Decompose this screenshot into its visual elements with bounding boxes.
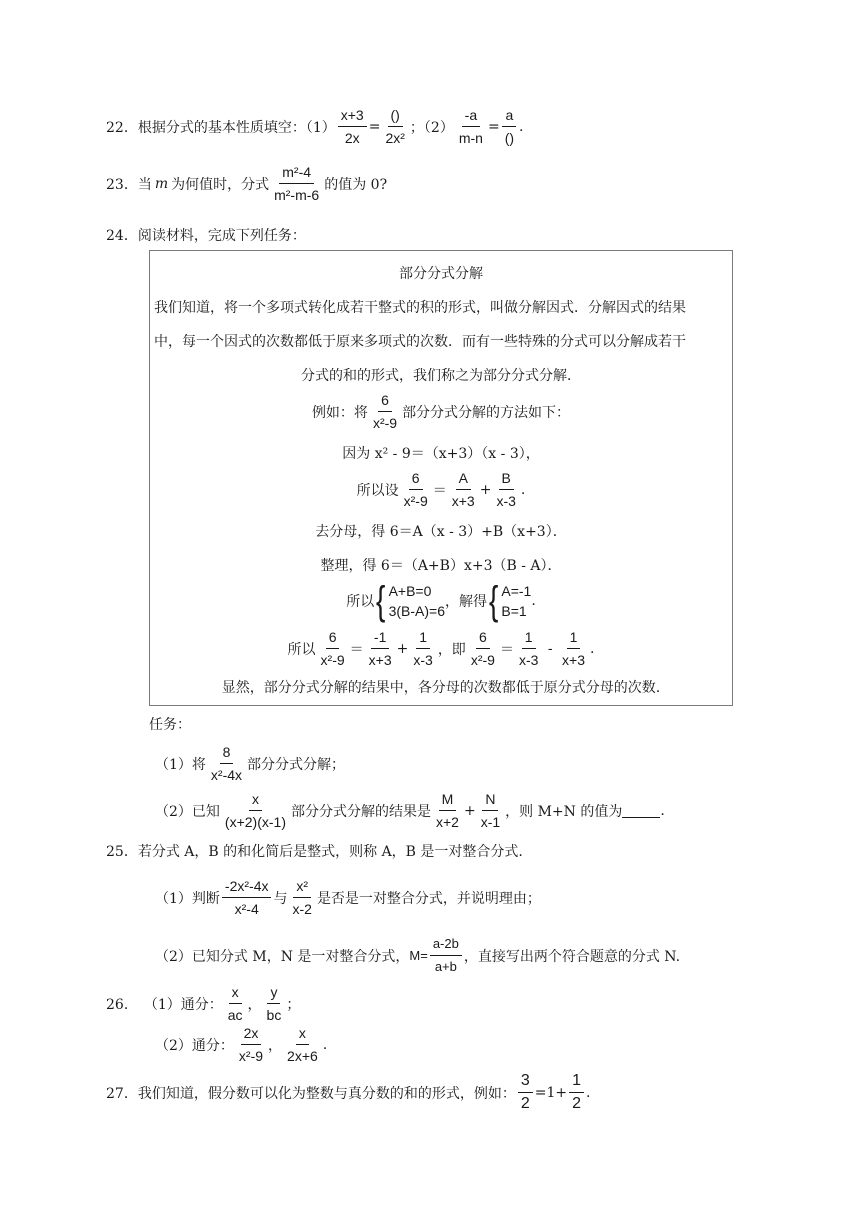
fraction: $\frac{6}{\text{x²-9}}$	[320, 629, 345, 668]
fraction: $\frac{6}{\text{x²-9}}$	[470, 629, 495, 668]
fraction: $\frac{\text{m²-4}}{\text{m²-m-6}}$	[274, 164, 320, 203]
question-26-part-1: 26． （1）通分： $\frac{x}{ac}$ ， $\frac{y}{bc}$ ；	[106, 984, 301, 1023]
fraction: $\frac{\text{-2x²-4x}}{\text{x²-4}}$	[222, 877, 272, 918]
fraction: $\frac{M}{x+2}$	[435, 791, 459, 830]
fraction: $\frac{B}{x-3}$	[496, 470, 516, 509]
fraction: $\frac{x+3}{2x}$	[338, 106, 367, 147]
question-text: 阅读材料，完成下列任务：	[137, 228, 306, 244]
task-2: （2）已知 $\frac{x}{(x+2)(x-1)}$ 部分分式分解的结果是 $\frac{M}{x+2}$ + $\frac{N}{x-1}$ ，则 M+N 的值为 .	[155, 791, 665, 830]
fraction: $\frac{x}{2x+6}$	[287, 1025, 318, 1064]
task-1: （1）将 $\frac{8}{\text{x²-4x}}$ 部分分式分解；	[155, 744, 346, 783]
question-26-part-2: （2）通分： $\frac{2x}{\text{x²-9}}$ ， $\frac{x}{2x+6}$ .	[155, 1025, 328, 1064]
box-paragraph-line-2: 中，每一个因式的次数都低于原来多项式的次数．而有一些特殊的分式可以分解成若干	[154, 334, 686, 350]
brace-icon: {	[489, 579, 499, 623]
question-number: 27．	[106, 1085, 138, 1102]
equation-system: { A=-1 B=1	[489, 579, 532, 623]
fraction: $\frac{-a}{m-n}$	[458, 107, 483, 146]
fraction: $\frac{8}{\text{x²-4x}}$	[210, 744, 243, 783]
fraction: $\frac{3}{2}$	[518, 1072, 533, 1113]
question-23	[106, 163, 387, 204]
question-number: 23．	[106, 176, 138, 193]
fraction: $\frac{a}{()}$	[502, 106, 517, 147]
equation-system: { A+B=0 3(B-A)=6	[376, 579, 445, 623]
fraction: $\frac{y}{bc}$	[266, 984, 282, 1023]
fraction: $\frac{x}{ac}$	[227, 984, 243, 1023]
box-paragraph-line-3: 分式的和的形式，我们称之为部分分式分解．	[301, 368, 581, 384]
example-line: 例如：将 $\frac{6}{\text{x²-9}}$ 部分分式分解的方法如下：	[311, 392, 571, 431]
question-25	[106, 841, 523, 861]
fraction: $\frac{2x}{\text{x²-9}}$	[238, 1025, 264, 1064]
reading-material-box	[149, 250, 733, 706]
fraction: $\frac{N}{x-1}$	[480, 791, 501, 830]
equals-sign: =	[487, 118, 500, 135]
system-line: 所以 { A+B=0 3(B-A)=6 ，解得 { A=-1 B=1 .	[346, 579, 536, 623]
clear-denominator-line: 去分母，得 6＝A（x - 3）+B（x+3）．	[315, 524, 567, 540]
box-title: 部分分式分解	[399, 266, 483, 282]
fraction: $\frac{-1}{x+3}$	[368, 629, 392, 668]
fraction: $\frac{6}{\text{x²-9}}$	[403, 470, 428, 509]
question-number: 24．	[106, 228, 138, 244]
question-text: 的值为 0?	[324, 176, 388, 193]
fraction: $\frac{A}{x+3}$	[451, 470, 475, 509]
fraction: $\frac{6}{\text{x²-9}}$	[372, 392, 398, 431]
result-line: 所以 $\frac{6}{\text{x²-9}}$ ＝ $\frac{-1}{x+3}$ + $\frac{1}{x-3}$ ，即 $\frac{6}{\text{x²-9}}$ ＝ $\frac{1}{x-3}$ - $\frac{1}{x+3}$ .	[287, 629, 595, 668]
box-paragraph-line-1: 我们知道，将一个多项式转化成若干整式的积的形式，叫做分解因式．分解因式的结果	[154, 300, 686, 316]
task-label: 任务：	[149, 717, 191, 733]
fraction: $\frac{x}{(x+2)(x-1)}$	[224, 791, 286, 830]
because-line: 因为 x² - 9＝（x+3）（x - 3），	[342, 446, 540, 462]
question-text: 根据分式的基本性质填空：（1）	[137, 119, 336, 136]
arrange-line: 整理，得 6＝（A+B）x+3（B - A）．	[320, 558, 562, 574]
question-number: 26．	[106, 996, 138, 1013]
fraction: $\frac{1}{x-3}$	[518, 629, 539, 668]
q25-part-2: （2）已知分式 M，N 是一对整合分式， M= $\frac{a-2b}{a+b}$ ，直接写出两个符合题意的分式 N.	[155, 936, 681, 974]
question-text: 为何值时，分式	[171, 176, 270, 193]
separator-text: ；（2）	[409, 119, 454, 136]
fraction: $\frac{1}{2}$	[569, 1072, 584, 1113]
question-22	[106, 106, 523, 147]
conclusion-line: 显然，部分分式分解的结果中，各分母的次数都低于原分式分母的次数.	[221, 680, 661, 696]
fraction: $\frac{()}{\text{2x²}}$	[385, 107, 405, 146]
fraction: $\frac{a-2b}{a+b}$	[430, 935, 462, 976]
q25-part-1: （1）判断 $\frac{\text{-2x²-4x}}{\text{x²-4}}$ 与 $\frac{\text{x²}}{x-2}$ 是否是一对整合分式，并说明理由；	[155, 878, 541, 917]
question-27: 27． 我们知道，假分数可以化为整数与真分数的和的形式，例如： $\frac{3}{2}$ =1+ $\frac{1}{2}$ .	[106, 1072, 591, 1112]
fraction: $\frac{1}{x+3}$	[562, 629, 585, 668]
fraction: $\frac{\text{x²}}{x-2}$	[292, 878, 312, 917]
question-number: 22．	[106, 119, 138, 136]
brace-icon: {	[376, 579, 386, 623]
question-24	[106, 225, 306, 245]
period: .	[519, 118, 524, 135]
set-line: 所以设 $\frac{6}{\text{x²-9}}$ ＝ $\frac{A}{x+3}$ + $\frac{B}{x-3}$ .	[356, 470, 526, 509]
question-text: 我们知道，假分数可以化为整数与真分数的和的形式，例如：	[137, 1085, 516, 1102]
question-text: 当	[137, 176, 152, 193]
question-text: 若分式 A，B 的和化简后是整式，则称 A，B 是一对整合分式.	[137, 844, 523, 860]
equals-sign: =	[368, 118, 381, 135]
fraction: $\frac{1}{x-3}$	[413, 629, 433, 668]
answer-blank[interactable]	[622, 803, 660, 818]
question-number: 25．	[106, 844, 138, 860]
variable: m	[154, 175, 169, 192]
